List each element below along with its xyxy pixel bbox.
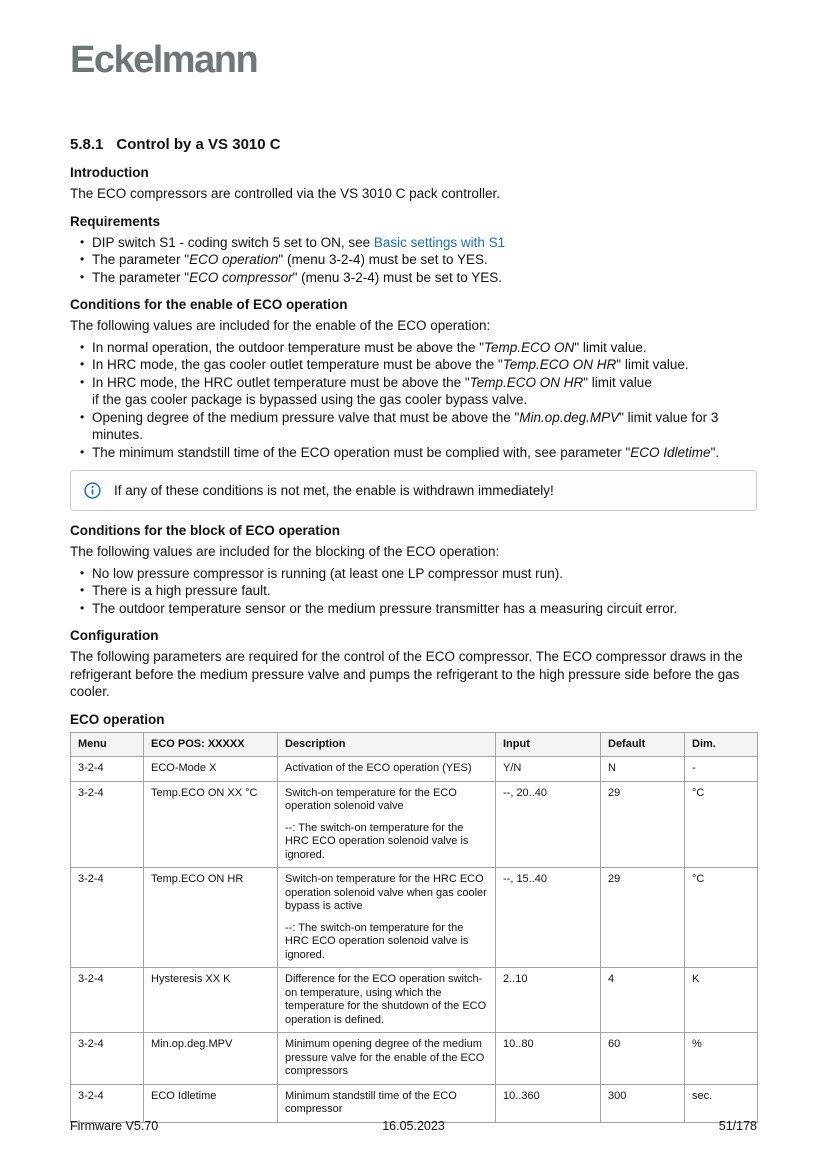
text-segment: No low pressure compressor is running (at least one LP compressor must run).: [92, 565, 563, 581]
cell-paragraph: --: The switch-on temperature for the HRC ECO operation solenoid valve is ignored.: [285, 821, 469, 861]
text-segment: " limit value.: [574, 339, 647, 355]
cell-paragraph: Switch-on temperature for the ECO operation solenoid valve: [285, 786, 457, 812]
list-item: [92, 356, 757, 374]
text-segment: ECO Idletime: [630, 444, 711, 460]
text-segment: ".: [710, 444, 720, 460]
text-link[interactable]: Basic settings with S1: [373, 234, 506, 250]
table-cell: [278, 968, 496, 1033]
list-item: [92, 600, 757, 618]
table-cell: Temp.ECO ON HR: [144, 868, 278, 968]
table-caption: ECO operation: [70, 711, 165, 727]
column-header-eco-pos: ECO POS: XXXXX: [144, 732, 278, 757]
block-conditions-lead: The following values are included for the blocking of the ECO operation:: [70, 544, 500, 559]
table-cell: ECO Idletime: [144, 1084, 278, 1122]
table-cell: Y/N: [496, 757, 601, 782]
text-segment: Temp.ECO ON HR: [469, 374, 584, 390]
table-cell: Min.op.deg.MPV: [144, 1033, 278, 1085]
text-segment: In HRC mode, the gas cooler outlet temperature must be above the ": [92, 357, 503, 372]
page-title: [70, 136, 757, 154]
requirements-list: [70, 234, 757, 287]
table-cell: [278, 1033, 496, 1085]
intro-paragraph: The ECO compressors are controlled via the VS 3010 C pack controller.: [70, 186, 500, 201]
text-segment: ECO operation: [189, 252, 279, 267]
page-content: [70, 0, 757, 1123]
cell-paragraph: Minimum opening degree of the medium pressure valve for the enable of the ECO compressors: [285, 1038, 485, 1077]
list-item: [92, 565, 757, 583]
text-segment: The outdoor temperature sensor or the medium pressure transmitter has a measuring circuit error.: [92, 600, 678, 616]
table-cell: K: [685, 968, 758, 1033]
table-cell: 3-2-4: [71, 968, 144, 1033]
list-item: [92, 444, 757, 462]
enable-conditions-lead: The following values are included for the enable of the ECO operation:: [70, 318, 491, 333]
table-cell: °C: [685, 868, 758, 968]
text-segment: Min.op.deg.MPV: [519, 409, 620, 425]
text-segment: Temp.ECO ON HR: [502, 357, 617, 372]
page-footer: [70, 1119, 757, 1134]
text-segment: " (menu 3-2-4) must be set to YES.: [292, 269, 503, 285]
parameters-table: [70, 732, 758, 1123]
text-segment: In HRC mode, the HRC outlet temperature must be above the ": [92, 374, 470, 390]
list-item: [92, 582, 757, 600]
table-cell: [278, 1084, 496, 1122]
table-cell: 2..10: [496, 968, 601, 1033]
heading-block-conditions: Conditions for the block of ECO operation: [70, 523, 340, 538]
list-item: [92, 251, 757, 269]
cell-paragraph: --: The switch-on temperature for the HRC ECO operation solenoid valve is ignored.: [285, 921, 469, 961]
text-segment: The minimum standstill time of the ECO operation must be complied with, see parameter ": [92, 444, 631, 460]
column-header-default: Default: [601, 732, 685, 757]
table-cell: 29: [601, 781, 685, 868]
table-cell: 300: [601, 1084, 685, 1122]
text-segment: if the gas cooler package is bypassed using the gas cooler bypass valve.: [92, 392, 528, 407]
company-logo: Eckelmann: [70, 39, 258, 81]
column-header-menu: Menu: [71, 732, 144, 757]
list-item: [92, 374, 757, 409]
table-cell: %: [685, 1033, 758, 1085]
table-cell: N: [601, 757, 685, 782]
table-cell: 10..80: [496, 1033, 601, 1085]
table-cell: -: [685, 757, 758, 782]
table-row: [71, 968, 758, 1033]
table-row: [71, 1084, 758, 1122]
info-notice: [70, 470, 757, 511]
table-header-row: [71, 732, 758, 757]
text-segment: " limit value: [583, 374, 652, 390]
text-segment: ECO compressor: [189, 269, 293, 285]
text-segment: The parameter ": [92, 269, 190, 285]
table-cell: 3-2-4: [71, 1084, 144, 1122]
list-item: [92, 409, 757, 444]
text-segment: " (menu 3-2-4) must be set to YES.: [278, 252, 488, 267]
cell-paragraph: Minimum standstill time of the ECO compressor: [285, 1089, 457, 1115]
column-header-description: Description: [278, 732, 496, 757]
cell-paragraph: Switch-on temperature for the HRC ECO operation solenoid valve when gas cooler bypass is active: [285, 873, 487, 912]
table-cell: 3-2-4: [71, 781, 144, 868]
table-cell: 29: [601, 868, 685, 968]
footer-page-number: 51/178: [718, 1119, 757, 1133]
text-segment: " limit value for 3 minutes.: [92, 409, 719, 442]
text-segment: DIP switch S1 - coding switch 5 set to ON, see: [92, 234, 374, 250]
table-cell: 3-2-4: [71, 868, 144, 968]
footer-date: 16.05.2023: [382, 1119, 445, 1133]
table-cell: 10..360: [496, 1084, 601, 1122]
list-item: [92, 234, 757, 252]
column-header-input: Input: [496, 732, 601, 757]
column-header-dim: Dim.: [685, 732, 758, 757]
text-segment: In normal operation, the outdoor temperature must be above the ": [92, 339, 485, 355]
notice-text: If any of these conditions is not met, the enable is withdrawn immediately!: [114, 483, 554, 498]
table-cell: [278, 868, 496, 968]
table-cell: 3-2-4: [71, 1033, 144, 1085]
table-cell: Hysteresis XX K: [144, 968, 278, 1033]
list-item: [92, 339, 757, 357]
section-title-text: Control by a VS 3010 C: [116, 136, 281, 153]
cell-paragraph: Difference for the ECO operation switch-on temperature, using which the temperature for the shutdown of the ECO operation is defined.: [285, 973, 487, 1026]
table-cell: °C: [685, 781, 758, 868]
table-row: [71, 757, 758, 782]
table-cell: [278, 781, 496, 868]
list-item: [92, 269, 757, 287]
table-cell: Temp.ECO ON XX °C: [144, 781, 278, 868]
table-cell: ECO-Mode X: [144, 757, 278, 782]
text-segment: Opening degree of the medium pressure valve that must be above the ": [92, 409, 520, 425]
heading-introduction: Introduction: [70, 165, 149, 180]
enable-conditions-list: [70, 339, 757, 462]
info-icon: [84, 482, 101, 499]
text-segment: " limit value.: [616, 357, 689, 372]
heading-enable-conditions: Conditions for the enable of ECO operation: [70, 297, 348, 312]
footer-firmware-version: Firmware V5.70: [70, 1119, 159, 1133]
table-cell: 60: [601, 1033, 685, 1085]
block-conditions-list: [70, 565, 757, 618]
table-body: [71, 757, 758, 1123]
table-cell: --, 15..40: [496, 868, 601, 968]
table-row: [71, 781, 758, 868]
table-cell: sec.: [685, 1084, 758, 1122]
text-segment: Temp.ECO ON: [484, 339, 575, 355]
cell-paragraph: Activation of the ECO operation (YES): [285, 762, 472, 774]
heading-requirements: Requirements: [70, 213, 161, 229]
table-cell: --, 20..40: [496, 781, 601, 868]
table-row: [71, 868, 758, 968]
text-segment: There is a high pressure fault.: [92, 583, 271, 598]
table-cell: [278, 757, 496, 782]
heading-configuration: Configuration: [70, 628, 159, 643]
table-row: [71, 1033, 758, 1085]
text-segment: The parameter ": [92, 252, 190, 267]
section-number: 5.8.1: [70, 136, 104, 153]
table-cell: 3-2-4: [71, 757, 144, 782]
configuration-paragraph: The following parameters are required for the control of the ECO compressor. The ECO compressor draws in the refrigerant before the medium pressure valve and pumps the refrigerant to the high pressure side before the gas cooler.: [70, 649, 743, 699]
table-cell: 4: [601, 968, 685, 1033]
